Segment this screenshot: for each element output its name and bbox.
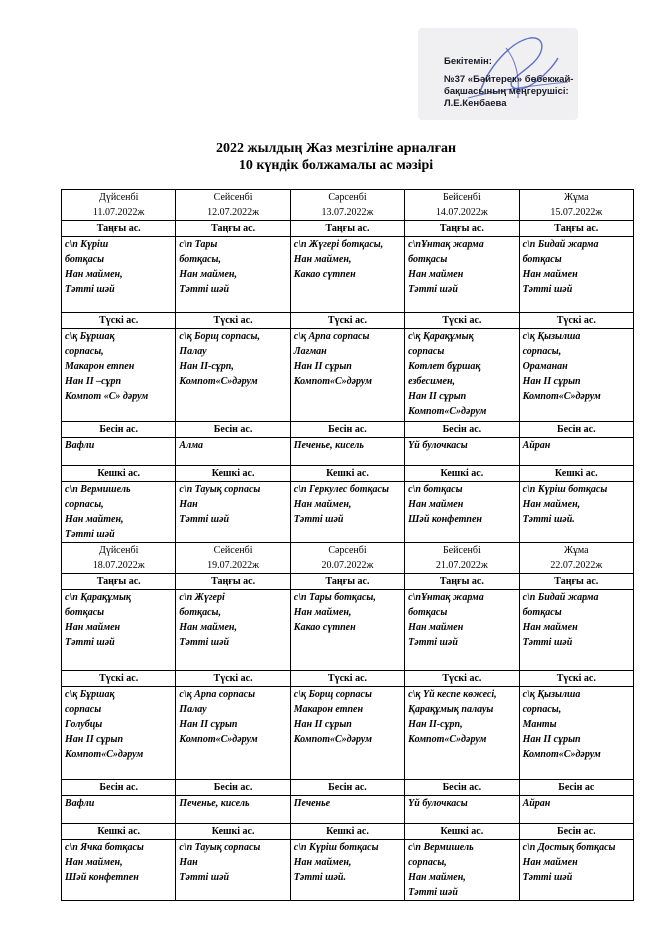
dish-line: Нан маймен [408,622,464,633]
dish-line: с\п Күріш [65,239,109,250]
day-name: Жұма [563,192,589,203]
dish-line: Шәй конфетпен [408,514,482,525]
meal-label: Бесін ас. [519,824,633,840]
menu-cell [176,687,290,780]
approval-line-3: Л.Е.Кенбаева [444,98,507,109]
dish-line: Үй булочкасы [408,798,468,809]
dish-line: Тәтті шәй. [522,514,575,525]
dish-line: Компот«С»дәрум [522,749,601,760]
dish-line: с\п Күріш ботқасы [293,842,379,853]
dish-line: Нан маймен, [408,872,466,883]
dish-line: Нан маймен, [65,269,123,280]
meal-label: Түскі ас. [519,313,633,329]
day-date: 18.07.2022ж [92,560,145,571]
dish-line: Нан маймен [522,269,578,280]
dish-line: Тәтті шәй [65,529,115,540]
dish-line: Компот«С»дәрум [408,406,487,417]
dish-line: сорпасы, [408,857,447,868]
meal-label: Бесін ас. [176,422,290,438]
dish-line: Үй булочкасы [408,440,468,451]
menu-cell [176,590,290,671]
dish-line: Тәтті шәй [408,284,458,295]
menu-cell [290,590,404,671]
dish-line: Нан [179,857,198,868]
dish-line: Нан ІІ сұрып [293,361,352,372]
dish-line: с\п Тауық сорпасы [179,842,261,853]
dish-line: Нан маймен, [293,857,352,868]
menu-cell [519,840,633,901]
menu-cell [176,482,290,543]
dish-line: с\қ Үй кеспе көжесі, [408,689,497,700]
meal-content-row [62,237,634,313]
meal-label: Таңғы ас. [62,221,176,237]
menu-cell [405,590,519,671]
menu-cell [290,237,404,313]
dish-line: с\пҰнтақ жарма [408,239,484,250]
day-name: Бейсенбі [442,192,481,203]
meal-content-row [62,482,634,543]
dish-line: Тәтті шәй [65,637,115,648]
dish-line: Нан маймен, [293,607,352,618]
dish-line: Компот«С»дәрум [408,734,487,745]
meal-label: Кешкі ас. [405,824,519,840]
dish-line: с\қ Бұршақ [65,331,115,342]
meal-label: Таңғы ас. [519,221,633,237]
dish-line: с\п Күріш ботқасы [522,484,608,495]
dish-line: Палау [179,346,207,357]
day-name: Дүйсенбі [99,545,139,556]
meal-content-row [62,840,634,901]
dish-line: Нан маймен [65,622,121,633]
dish-line: езбесимен, [408,376,456,387]
dish-line: с\қ Қызылша [522,689,581,700]
day-header-cell [519,190,633,221]
dish-line: Какао сүтпен [293,622,356,633]
menu-cell [290,840,404,901]
menu-cell [290,482,404,543]
meal-label: Таңғы ас. [405,221,519,237]
dish-line: Нан маймен, [293,499,352,510]
meal-label-row [62,466,634,482]
meal-label: Кешкі ас. [519,466,633,482]
meal-label: Түскі ас. [62,313,176,329]
menu-cell [519,237,633,313]
meal-label: Түскі ас. [405,313,519,329]
dish-line: сорпасы, [522,346,562,357]
meal-label: Таңғы ас. [405,574,519,590]
day-header-cell [290,543,404,574]
dish-line: Нан ІІ сұрып [179,719,238,730]
menu-cell [176,237,290,313]
dish-line: ботқасы [65,607,105,618]
menu-cell [176,329,290,422]
menu-cell [176,438,290,466]
dish-line: с\қ Борщ сорпасы [293,689,372,700]
dish-line: сорпасы, [65,346,104,357]
dish-line: с\п ботқасы [408,484,463,495]
menu-cell [62,482,176,543]
dish-line: Нан ІІ-сұрп, [408,719,463,730]
dish-line: Печенье, кисель [179,798,250,809]
menu-cell [405,482,519,543]
dish-line: Компот«С»дәрум [293,376,372,387]
dish-line: Лағман [293,346,327,357]
day-name: Жұма [563,545,589,556]
dish-line: сорпасы, [522,704,562,715]
meal-label: Бесін ас. [519,422,633,438]
dish-line: Компот«С»дәрум [179,734,258,745]
dish-line: Нан маймен [522,622,578,633]
dish-line: ботқасы, [179,607,221,618]
dish-line: сорпасы [408,346,445,357]
menu-cell [519,482,633,543]
dish-line: Нан маймен [408,499,464,510]
meal-label: Таңғы ас. [176,221,290,237]
dish-line: Тәтті шәй [179,284,230,295]
dish-line: Тәтті шәй [408,637,458,648]
approval-line-1: №37 «Бәйтерек» бөбекжай- [444,74,574,85]
dish-line: Нан ІІ сұрып [65,734,124,745]
day-header-row [62,543,634,574]
day-name: Сейсенбі [213,545,253,556]
menu-cell [519,796,633,824]
dish-line: Тәтті шәй [293,514,344,525]
dish-line: Тәтті шәй [179,514,230,525]
dish-line: ботқасы, [179,254,221,265]
dish-line: Нан маймен, [293,254,352,265]
dish-line: Тәтті шәй [179,872,230,883]
day-header-cell [519,543,633,574]
day-date: 15.07.2022ж [550,207,603,218]
day-date: 12.07.2022ж [207,207,260,218]
dish-line: Котлет бұршақ [408,361,481,372]
dish-line: Тәтті шәй [408,887,458,898]
dish-line: с\қ Борщ сорпасы, [179,331,260,342]
menu-cell [62,590,176,671]
meal-content-row [62,590,634,671]
menu-table [61,189,634,901]
day-header-cell [62,190,176,221]
dish-line: ботқасы [522,607,562,618]
dish-line: Ораманан [522,361,568,372]
dish-line: с\қ Бұршақ [65,689,115,700]
meal-label-row [62,824,634,840]
menu-cell [405,438,519,466]
meal-label: Таңғы ас. [519,574,633,590]
dish-line: с\п Жүгері ботқасы, [293,239,384,250]
dish-line: Тәтті шәй [179,637,230,648]
dish-line: с\пҰнтақ жарма [408,592,484,603]
dish-line: Компот«С»дәрум [522,391,601,402]
menu-cell [290,329,404,422]
dish-line: Макарон етпен [65,361,135,372]
day-date: 22.07.2022ж [550,560,603,571]
dish-line: Қарақұмық палауы [408,704,494,715]
meal-content-row [62,687,634,780]
dish-line: Нан ІІ сұрып [522,376,581,387]
dish-line: сорпасы, [65,499,104,510]
dish-line: Какао сүтпен [293,269,356,280]
day-header-cell [62,543,176,574]
approval-text [444,56,573,110]
meal-label: Кешкі ас. [290,824,404,840]
day-header-cell [405,190,519,221]
dish-line: Шәй конфетпен [65,872,139,883]
menu-cell [405,329,519,422]
meal-label-row [62,574,634,590]
dish-line: Компот «С» дәрум [65,391,149,402]
menu-cell [62,329,176,422]
dish-line: с\п Геркулес ботқасы [293,484,389,495]
menu-cell [290,687,404,780]
day-date: 20.07.2022ж [321,560,374,571]
dish-line: с\п Ячка ботқасы [65,842,144,853]
meal-label: Кешкі ас. [290,466,404,482]
meal-label: Түскі ас. [62,671,176,687]
dish-line: ботқасы [522,254,562,265]
meal-label: Таңғы ас. [176,574,290,590]
dish-line: Нан ІІ –сұрп [65,376,122,387]
dish-line: Тәтті шәй [522,637,573,648]
day-date: 19.07.2022ж [207,560,260,571]
dish-line: Печенье [293,798,331,809]
dish-line: Тәтті шәй [522,284,573,295]
dish-line: Компот«С»дәрум [65,749,144,760]
meal-label-row [62,780,634,796]
dish-line: Палау [179,704,207,715]
menu-cell [62,438,176,466]
dish-line: с\қ Арпа сорпасы [179,689,256,700]
meal-label: Түскі ас. [405,671,519,687]
day-name: Сейсенбі [213,192,253,203]
menu-cell [519,590,633,671]
dish-line: Нан маймен [522,857,578,868]
menu-table-body [62,190,634,901]
meal-label-row [62,422,634,438]
dish-line: Компот«С»дәрум [179,376,258,387]
dish-line: ботқасы [65,254,105,265]
dish-line: Нан маймен, [179,269,237,280]
day-name: Бейсенбі [442,545,481,556]
menu-cell [405,687,519,780]
menu-cell [290,796,404,824]
dish-line: ботқасы [408,254,448,265]
dish-line: Печенье, кисель [293,440,364,451]
menu-cell [176,840,290,901]
dish-line: Нан маймен, [65,857,123,868]
day-header-cell [290,190,404,221]
meal-label: Түскі ас. [290,313,404,329]
menu-cell [519,438,633,466]
dish-line: с\п Вермишель [65,484,131,495]
meal-label: Бесін ас. [62,780,176,796]
meal-label: Таңғы ас. [290,574,404,590]
meal-label: Түскі ас. [176,671,290,687]
menu-cell [62,840,176,901]
meal-label: Таңғы ас. [62,574,176,590]
day-name: Сәрсенбі [328,545,367,556]
meal-label: Түскі ас. [290,671,404,687]
dish-line: с\п Бидай жарма [522,592,599,603]
meal-content-row [62,438,634,466]
document-title-line-1: 2022 жылдың Жаз мезгіліне арналған [215,141,457,156]
menu-cell [62,687,176,780]
day-date: 13.07.2022ж [321,207,374,218]
day-date: 21.07.2022ж [435,560,488,571]
dish-line: сорпасы [65,704,102,715]
day-header-cell [405,543,519,574]
day-header-row [62,190,634,221]
dish-line: с\п Тауық сорпасы [179,484,261,495]
dish-line: Нан маймен, [179,622,237,633]
dish-line: Макарон етпен [293,704,364,715]
meal-label: Бесін ас. [62,422,176,438]
meal-label: Бесін ас [519,780,633,796]
menu-cell [176,796,290,824]
dish-line: с\қ Арпа сорпасы [293,331,370,342]
dish-line: Вафли [65,440,95,451]
dish-line: Тәтті шәй. [293,872,346,883]
approval-stamp [418,28,578,120]
dish-line: Нан маймен [408,269,464,280]
meal-label: Түскі ас. [176,313,290,329]
meal-label: Бесін ас. [290,422,404,438]
dish-line: Нан ІІ сұрып [293,719,352,730]
day-date: 14.07.2022ж [435,207,488,218]
menu-cell [290,438,404,466]
meal-label-row [62,671,634,687]
dish-line: Тәтті шәй [65,284,115,295]
meal-label: Кешкі ас. [405,466,519,482]
menu-cell [62,796,176,824]
meal-label-row [62,221,634,237]
dish-line: Вафли [65,798,95,809]
dish-line: Компот«С»дәрум [293,734,372,745]
menu-cell [519,329,633,422]
dish-line: Нан ІІ сұрып [522,734,581,745]
meal-label: Кешкі ас. [62,466,176,482]
dish-line: Нан ІІ сұрып [408,391,467,402]
dish-line: с\п Достық ботқасы [522,842,616,853]
meal-label: Бесін ас. [176,780,290,796]
menu-cell [405,237,519,313]
menu-cell [405,840,519,901]
dish-line: Алма [179,440,204,451]
day-header-cell [176,543,290,574]
dish-line: Тәтті шәй [522,872,573,883]
dish-line: Манты [522,719,557,730]
meal-content-row [62,796,634,824]
dish-line: Голубцы [65,719,103,730]
dish-line: Нан майmен, [65,514,124,525]
meal-label: Кешкі ас. [62,824,176,840]
meal-label-row [62,313,634,329]
dish-line: с\қ Қызылша [522,331,581,342]
meal-label: Кешкі ас. [176,466,290,482]
dish-line: с\п Жүгері [179,592,225,603]
day-name: Сәрсенбі [328,192,367,203]
dish-line: с\п Қарақұмық [65,592,131,603]
dish-line: Айран [522,798,551,809]
meal-label: Бесін ас. [290,780,404,796]
dish-line: Айран [522,440,551,451]
meal-label: Бесін ас. [405,780,519,796]
dish-line: Нан маймен, [522,499,581,510]
dish-line: с\п Тары ботқасы, [293,592,376,603]
dish-line: Нан [179,499,198,510]
meal-label: Таңғы ас. [290,221,404,237]
meal-label: Түскі ас. [519,671,633,687]
day-name: Дүйсенбі [99,192,139,203]
dish-line: с\қ Қарақұмық [408,331,474,342]
day-header-cell [176,190,290,221]
dish-line: ботқасы [408,607,448,618]
meal-label: Бесін ас. [405,422,519,438]
approval-label: Бекітемін: [444,56,492,67]
dish-line: с\п Бидай жарма [522,239,599,250]
meal-label: Кешкі ас. [176,824,290,840]
approval-line-2: бақшасының меңгерушісі: [444,86,569,97]
menu-cell [62,237,176,313]
dish-line: с\п Вермишель [408,842,474,853]
meal-content-row [62,329,634,422]
menu-cell [519,687,633,780]
menu-cell [405,796,519,824]
day-date: 11.07.2022ж [92,207,145,218]
dish-line: Нан ІІ-сұрп, [179,361,234,372]
dish-line: с\п Тары [179,239,218,250]
document-title-line-2: 10 күндік болжамалы ас мәзірі [238,158,434,173]
